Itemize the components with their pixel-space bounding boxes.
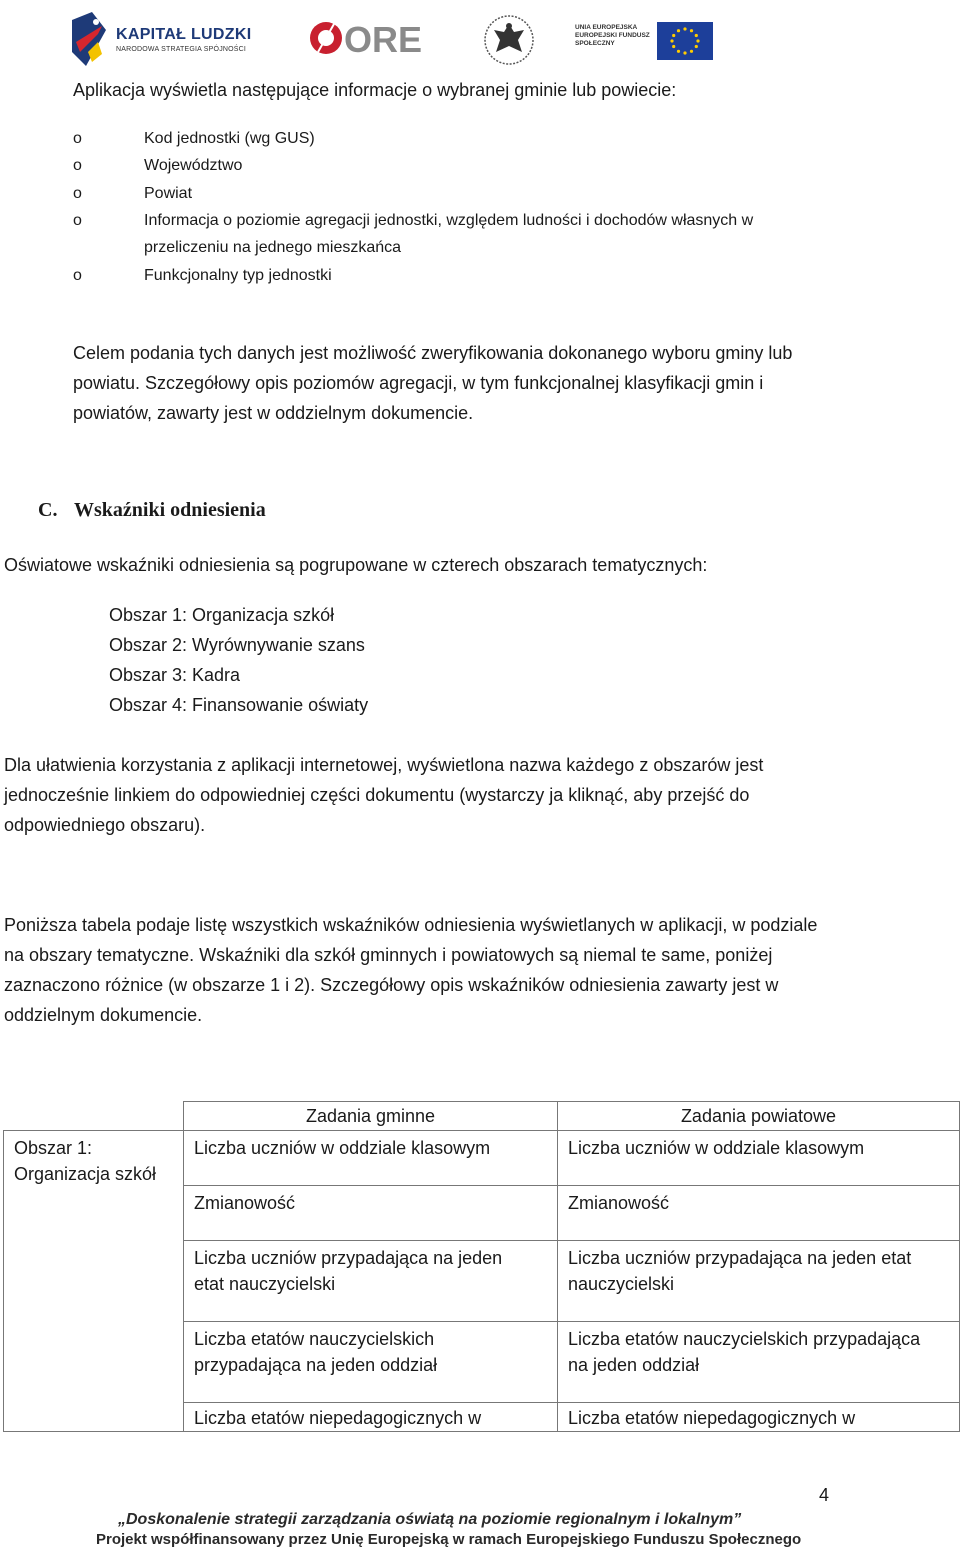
- footer-cofinancing: Projekt współfinansowany przez Unię Europejską w ramach Europejskiego Funduszu Społecznego: [96, 1531, 802, 1548]
- bullet-marker: o: [73, 130, 82, 147]
- area-link-1[interactable]: Obszar 1: Organizacja szkół: [109, 605, 335, 625]
- table-cell: Liczba uczniów przypadająca na jeden etat nauczycielski: [184, 1241, 558, 1322]
- header-logos: [70, 10, 730, 72]
- kapital-ludzki-title: KAPITAŁ LUDZKI: [116, 26, 252, 43]
- table-row: [4, 1131, 960, 1186]
- table-cell: Liczba etatów nauczycielskich przypadająca na jeden oddział: [184, 1322, 558, 1403]
- bullet-marker: o: [73, 212, 82, 229]
- table-cell: Liczba etatów niepedagogicznych w: [184, 1403, 558, 1432]
- bullet-marker: o: [73, 157, 82, 174]
- header-powiatowe: Zadania powiatowe: [558, 1102, 960, 1131]
- eagle-emblem-icon: [484, 12, 534, 68]
- section-number: C.: [38, 499, 58, 521]
- kapital-ludzki-subtitle: NARODOWA STRATEGIA SPÓJNOŚCI: [116, 46, 247, 53]
- header-gminne: Zadania gminne: [184, 1102, 558, 1131]
- area-link-3[interactable]: Obszar 3: Kadra: [109, 665, 241, 685]
- links-note-paragraph: Dla ułatwienia korzystania z aplikacji internetowej, wyświetlona nazwa każdego z obszarów jest jednocześnie linkiem do odpowiedniej części dokumentu (wystarczy ja kliknąć, aby przejść do odpowiedniego obszaru).: [4, 755, 764, 835]
- university-emblem: [480, 10, 538, 70]
- table-cell: Liczba uczniów przypadająca na jeden etat nauczycielski: [558, 1241, 960, 1322]
- table-cell: Liczba etatów nauczycielskich przypadająca na jeden oddział: [558, 1322, 960, 1403]
- area-link-4[interactable]: Obszar 4: Finansowanie oświaty: [109, 695, 369, 715]
- table-cell: Liczba etatów niepedagogicznych w: [558, 1403, 960, 1432]
- ore-logo-mark: [308, 18, 423, 60]
- indicators-table: [3, 1101, 960, 1432]
- section-title: Wskaźniki odniesienia: [74, 499, 266, 521]
- table-cell: Liczba uczniów w oddziale klasowym: [184, 1131, 558, 1186]
- bullet-marker: o: [73, 185, 82, 202]
- bullet-marker: o: [73, 267, 82, 284]
- page-number: 4: [819, 1485, 830, 1505]
- area-cell: Obszar 1: Organizacja szkół: [4, 1131, 184, 1432]
- table-cell: Liczba uczniów w oddziale klasowym: [558, 1131, 960, 1186]
- table-header-empty: [4, 1102, 184, 1131]
- table-note-paragraph: Poniższa tabela podaje listę wszystkich wskaźników odniesienia wyświetlanych w aplikacji, w podziale na obszary tematyczne. Wskaźniki dla szkół gminnych i powiatowych są niemal te same, poniżej zaznaczono różnice (w obszarze 1 i 2). Szczegółowy opis wskaźników odniesienia zawarty jest w oddzielnym dokumencie.: [4, 915, 818, 1025]
- eu-logo-text: UNIA EUROPEJSKA EUROPEJSKI FUNDUSZ SPOŁECZNY: [575, 24, 650, 47]
- table-cell: Zmianowość: [184, 1186, 558, 1241]
- eu-flag-icon: [657, 22, 713, 60]
- areas-intro: Oświatowe wskaźniki odniesienia są pogrupowane w czterech obszarach tematycznych:: [4, 555, 708, 575]
- area-link-2[interactable]: Obszar 2: Wyrównywanie szans: [109, 635, 365, 655]
- ore-logo: [308, 10, 423, 70]
- table-cell: Zmianowość: [558, 1186, 960, 1241]
- kapital-ludzki-logo: [70, 10, 255, 70]
- purpose-paragraph: Celem podania tych danych jest możliwość zweryfikowania dokonanego wyboru gminy lub powiatu. Szczegółowy opis poziomów agregacji, w tym funkcjonalnej klasyfikacji gmin i powiatów, zawarty jest w oddzielnym dokumencie.: [73, 343, 793, 423]
- kapital-ludzki-mark-icon: [72, 12, 106, 66]
- footer-project-title: „Doskonalenie strategii zarządzania oświatą na poziomie regionalnym i lokalnym”: [118, 1511, 742, 1528]
- eu-logo: [575, 10, 720, 70]
- table-header-row: [4, 1102, 960, 1131]
- section-heading: [38, 499, 266, 522]
- ore-logo-text: ORE: [344, 19, 423, 60]
- intro-text: Aplikacja wyświetla następujące informacje o wybranej gminie lub powiecie:: [73, 80, 677, 100]
- areas-list: [109, 600, 368, 720]
